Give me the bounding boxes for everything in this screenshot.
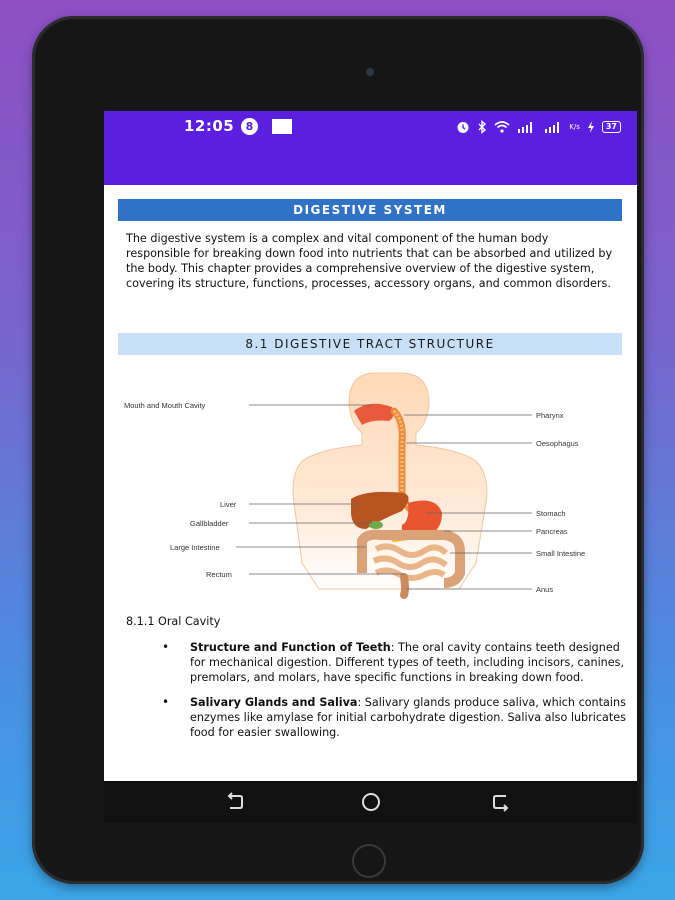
status-bar bbox=[104, 111, 637, 143]
notification-icon bbox=[272, 119, 292, 134]
bullet-text: : Salivary glands produce saliva, which contains enzymes like amylase for initial carbohydrate digestion. Saliva also lubricates food for easier swallowing. bbox=[190, 696, 626, 739]
bullet-text: : The oral cavity contains teeth designed for mechanical digestion. Different types of teeth, including incisors, canines, premolars, and molars, have specific functions in breaking down food. bbox=[190, 641, 625, 684]
digestive-system-diagram bbox=[104, 363, 637, 603]
notification-count-badge: 8 bbox=[241, 118, 258, 135]
bullet-icon: • bbox=[162, 640, 170, 654]
bullet-title: Salivary Glands and Saliva bbox=[190, 696, 358, 709]
bullet-icon: • bbox=[162, 695, 170, 709]
label-gallbladder: Gallbladder bbox=[190, 519, 229, 528]
signal-icon bbox=[517, 121, 537, 133]
chapter-title: DIGESTIVE SYSTEM bbox=[118, 199, 622, 221]
charging-icon bbox=[587, 121, 595, 133]
list-item bbox=[126, 695, 626, 740]
battery-level: 37 bbox=[605, 122, 617, 131]
bullet-list bbox=[126, 640, 626, 750]
home-button[interactable] bbox=[359, 792, 383, 812]
wifi-icon bbox=[494, 121, 510, 133]
label-pancreas: Pancreas bbox=[536, 527, 568, 536]
label-small-intestine: Small Intestine bbox=[536, 549, 586, 558]
reader-content[interactable] bbox=[104, 185, 637, 781]
section-title: 8.1 DIGESTIVE TRACT STRUCTURE bbox=[118, 333, 622, 355]
label-rectum: Rectum bbox=[206, 570, 232, 579]
front-camera bbox=[366, 68, 374, 76]
label-stomach: Stomach bbox=[536, 509, 566, 518]
label-anus: Anus bbox=[536, 585, 554, 594]
app-toolbar bbox=[104, 143, 637, 185]
bluetooth-icon bbox=[477, 120, 487, 134]
list-item bbox=[126, 640, 626, 685]
status-time: 12:05 bbox=[184, 117, 235, 135]
label-liver: Liver bbox=[220, 500, 237, 509]
tablet-frame bbox=[32, 16, 644, 884]
device-screen bbox=[104, 111, 637, 823]
label-pharynx: Pharynx bbox=[536, 411, 564, 420]
chapter-intro: The digestive system is a complex and vital component of the human body responsible for breaking down food into nutrients that can be absorbed and utilized by the body. This chapter provides a comprehensive overview of the digestive system, covering its structure, functions, processes, accessory organs, and common disorders. bbox=[126, 232, 613, 290]
bullet-title: Structure and Function of Teeth bbox=[190, 641, 391, 654]
battery-icon bbox=[602, 121, 621, 133]
gallbladder-shape bbox=[369, 521, 383, 529]
alarm-icon bbox=[456, 120, 470, 134]
hardware-home-button[interactable] bbox=[352, 844, 386, 878]
signal-icon-2 bbox=[544, 121, 562, 133]
label-oesophagus: Oesophagus bbox=[536, 439, 579, 448]
recent-apps-button[interactable] bbox=[224, 792, 246, 812]
network-speed: K/s bbox=[569, 123, 580, 131]
navigation-bar bbox=[104, 781, 637, 823]
back-button[interactable] bbox=[490, 792, 512, 812]
subsection-heading: 8.1.1 Oral Cavity bbox=[126, 615, 221, 628]
label-large-intestine: Large Intestine bbox=[170, 543, 220, 552]
rectum-shape bbox=[404, 577, 405, 595]
status-icons bbox=[456, 119, 621, 135]
label-mouth: Mouth and Mouth Cavity bbox=[124, 401, 206, 410]
